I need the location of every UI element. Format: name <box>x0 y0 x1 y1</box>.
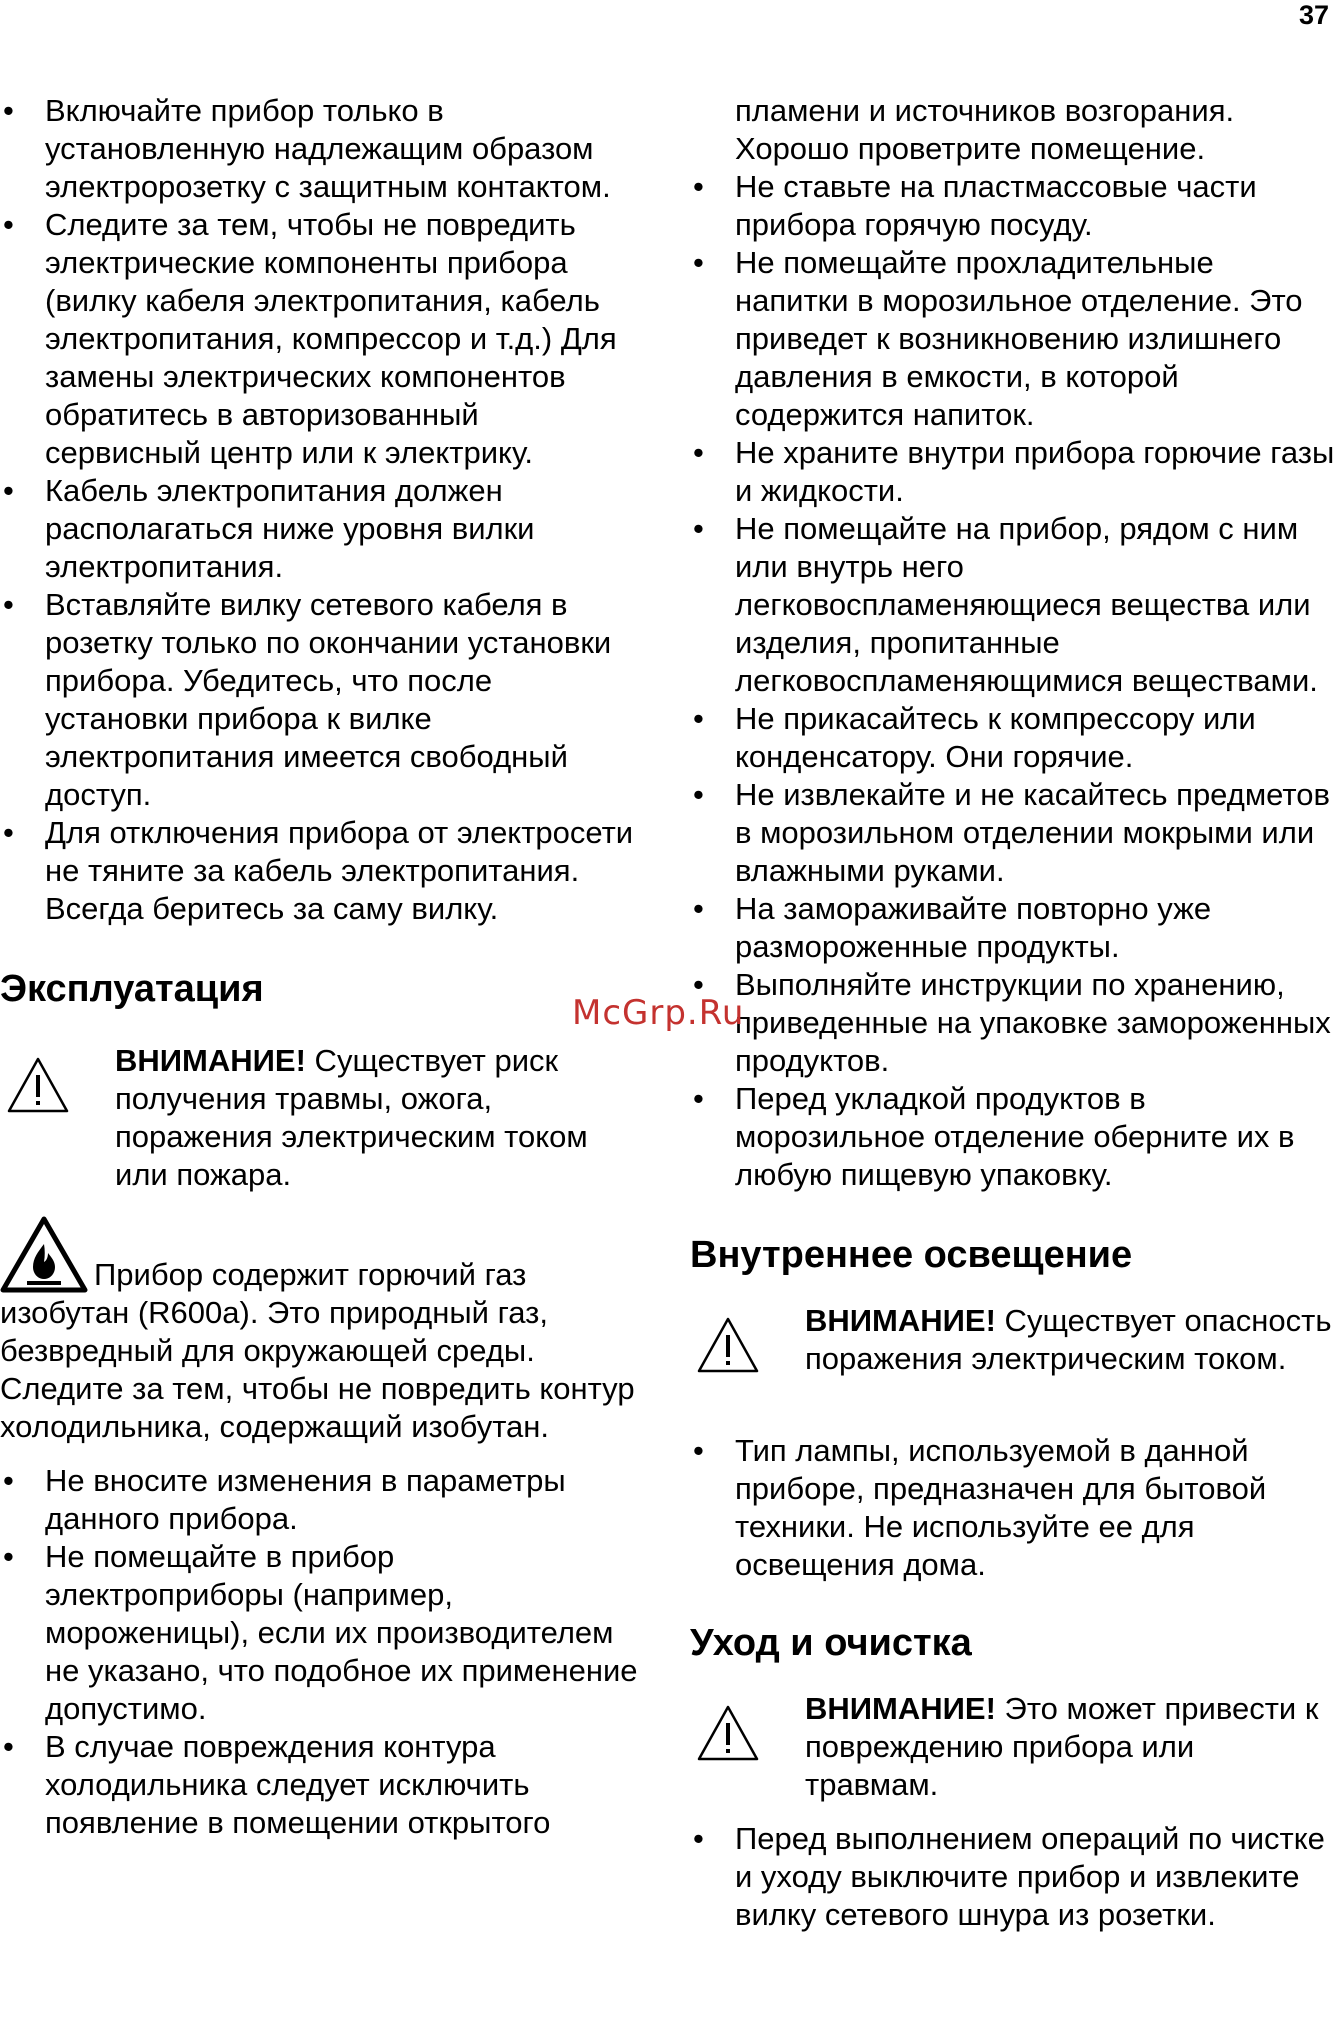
warning-block <box>690 1302 1335 1416</box>
left-column <box>0 92 640 1842</box>
warning-triangle-icon <box>696 1316 760 1374</box>
warning-label: ВНИМАНИЕ! <box>805 1691 996 1726</box>
continuation-text: пламени и источников возгорания. Хорошо проветрите помещение. <box>735 93 1235 166</box>
section-title-operation: Эксплуатация <box>0 968 264 1010</box>
flammable-gas-notice <box>0 1216 640 1446</box>
list-item: • Выполняйте инструкции по хранению, приведенные на упаковке замороженных продуктов. <box>690 966 1335 1080</box>
warning-triangle-icon <box>696 1704 760 1762</box>
list-item: • Не помещайте в прибор электроприборы (например, мороженицы), если их производителем не указано, что подобное их применение допустимо. <box>0 1538 640 1728</box>
warning-text: Это может привести к повреждению прибора или травмам. <box>805 1691 1319 1802</box>
list-item: • Вставляйте вилку сетевого кабеля в розетку только по окончании установки прибора. Убедитесь, что после установки прибора к вилке электропитания имеется свободный доступ. <box>0 586 640 814</box>
list-item: • Не вносите изменения в параметры данного прибора. <box>0 1462 640 1538</box>
warning-block <box>0 1042 640 1194</box>
warning-block <box>690 1690 1335 1804</box>
list-item: • Кабель электропитания должен располагаться ниже уровня вилки электропитания. <box>0 472 640 586</box>
warning-triangle-icon <box>6 1056 70 1114</box>
flammable-warning-icon <box>0 1216 88 1294</box>
list-item: • Перед выполнением операций по чистке и уходу выключите прибор и извлеките вилку сетевого шнура из розетки. <box>690 1820 1335 1934</box>
list-item: • Тип лампы, используемой в данной приборе, предназначен для бытовой техники. Не используйте ее для освещения дома. <box>690 1432 1335 1584</box>
list-item: • Не прикасайтесь к компрессору или конденсатору. Они горячие. <box>690 700 1335 776</box>
list-item: • Не извлекайте и не касайтесь предметов в морозильном отделении мокрыми или влажными руками. <box>690 776 1335 890</box>
section-title-lighting: Внутреннее освещение <box>690 1234 1133 1276</box>
section-title-care: Уход и очистка <box>690 1622 972 1664</box>
care-bullet-list <box>690 1820 1335 1934</box>
list-item: • Перед укладкой продуктов в морозильное отделение оберните их в любую пищевую упаковку. <box>690 1080 1335 1194</box>
list-item: • В случае повреждения контура холодильника следует исключить появление в помещении открытого <box>0 1728 640 1842</box>
list-item: • Следите за тем, чтобы не повредить электрические компоненты прибора (вилку кабеля электропитания, кабель электропитания, компрессор и т.д.) Для замены электрических компонентов обратитесь в авторизованный сервисный центр или к электрику. <box>0 206 640 472</box>
lighting-bullet-list <box>690 1432 1335 1584</box>
warning-text: Существует опасность поражения электрическим током. <box>805 1303 1332 1376</box>
usage-bullet-list <box>0 1462 640 1842</box>
usage-bullet-list-continued <box>690 168 1335 1194</box>
warning-text: Существует риск получения травмы, ожога, поражения электрическим током или пожара. <box>115 1043 588 1192</box>
list-item: • На замораживайте повторно уже размороженные продукты. <box>690 890 1335 966</box>
right-column <box>690 92 1335 1934</box>
list-item: • Не храните внутри прибора горючие газы и жидкости. <box>690 434 1335 510</box>
warning-label: ВНИМАНИЕ! <box>115 1043 306 1078</box>
list-item: • Для отключения прибора от электросети не тяните за кабель электропитания. Всегда беритесь за саму вилку. <box>0 814 640 928</box>
list-item: • Включайте прибор только в установленную надлежащим образом электророзетку с защитным контактом. <box>0 92 640 206</box>
warning-label: ВНИМАНИЕ! <box>805 1303 996 1338</box>
safety-bullet-list <box>0 92 640 928</box>
list-item: • Не помещайте на прибор, рядом с ним или внутрь него легковоспламеняющиеся вещества или изделия, пропитанные легковоспламеняющимися веществами. <box>690 510 1335 700</box>
list-item: • Не помещайте прохладительные напитки в морозильное отделение. Это приведет к возникновению излишнего давления в емкости, в которой содержится напиток. <box>690 244 1335 434</box>
flammable-gas-text: Прибор содержит горючий газ изобутан (R600a). Это природный газ, безвредный для окружающей среды. Следите за тем, чтобы не повредить контур холодильника, содержащий изобутан. <box>0 1257 635 1444</box>
watermark: McGrp.Ru <box>572 993 745 1033</box>
list-item: • Не ставьте на пластмассовые части прибора горячую посуду. <box>690 168 1335 244</box>
page-number: 37 <box>1298 0 1329 30</box>
